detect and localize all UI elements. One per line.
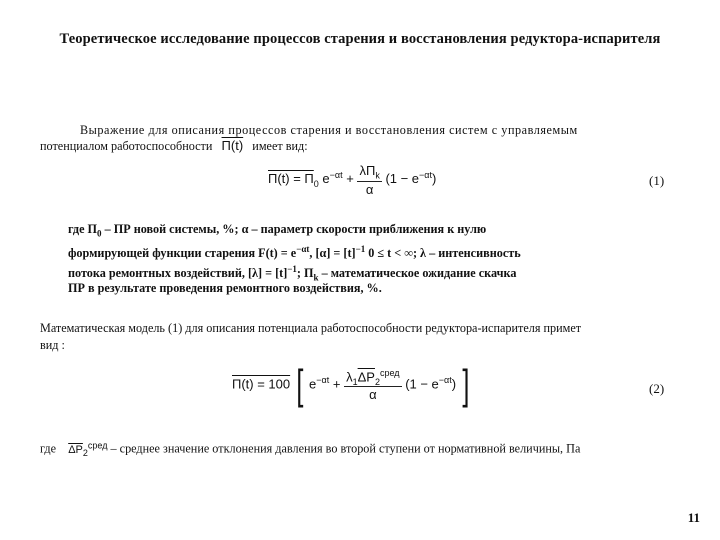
legend-3b: ; П [296,266,314,281]
eq2-exp-1: −αt [316,375,330,386]
legend-line-1 [68,221,486,241]
where-symbol-sup: сред [87,440,108,450]
legend-1a: где П [68,222,98,236]
where-text: – среднее значение отклонения давления во второй ступени от нормативной величины, Па [110,441,581,456]
equation-1 [268,163,436,197]
where-symbol-dp: $\overline{\Delta P}$ [68,443,83,456]
intro-text-2b: имеет вид: [252,139,308,153]
intro-text-2a: потенциалом работоспособности [40,139,213,153]
equation-2 [232,361,471,408]
legend-3-sup: −1 [287,264,297,274]
eq2-exp-base: e [309,376,317,392]
page-number: 11 [687,510,700,525]
legend-2-sup: −αt [296,244,310,254]
eq2-fraction [344,368,401,403]
eq2-bracket-left: [ [296,361,304,408]
legend-3c: – математическое ожидание скачка [318,266,517,281]
eq1-num-sub: k [375,170,380,181]
eq1-sub0: 0 [313,178,319,189]
eq2-rest: (1 − e [405,376,439,392]
intro-text-1: Выражение для описания процессов старения и восстановления систем с управляемым [80,123,578,137]
model-line-2: вид : [40,338,65,352]
eq1-lhs: П(t) = П [268,171,314,187]
where-symbol-sub: 2 [82,447,88,458]
eq2-num-sub1: 1 [352,376,358,387]
legend-2-sup2: −1 [355,244,366,254]
legend-line-4: ПР в результате проведения ремонтного воздействия, %. [68,281,382,295]
where-line [40,437,580,461]
legend-1-sub: 0 [97,228,102,239]
legend-2c: 0 ≤ t < ∞; λ – интенсивность [365,246,521,261]
eq2-plus: + [332,376,345,392]
eq2-close: ) [451,376,457,392]
eq2-num-sub2: 2 [374,376,380,387]
eq1-exp-1: −αt [329,169,343,180]
where-prefix: где [40,441,57,456]
legend-2a: формирующей функции старения F(t) = e [68,246,297,261]
intro-symbol-potential: П(t) [221,138,244,153]
eq1-exp-base: e [322,171,330,187]
legend-2b: , [α] = [t] [309,246,356,261]
equation-2-number: (2) [649,381,665,396]
legend-line-2 [68,241,521,261]
page-title: Теоретическое исследование процессов старения и восстановления редуктора-испарителя [59,31,661,47]
eq1-numerator: λП [359,163,376,178]
legend-3-sub: k [313,272,319,283]
eq1-plus: + [346,171,358,187]
eq2-num-dp: $\overline{\Delta P}$ [357,368,375,384]
eq2-num-lambda: λ [346,368,353,384]
legend-3a: потока ремонтных воздействий, [λ] = [t] [68,266,288,281]
equation-1-number: (1) [649,173,665,188]
eq2-lhs: П(t) = 100 [232,376,291,392]
legend-1b: – ПР новой системы, %; α – параметр скорости приближения к нулю [101,222,487,236]
intro-line-1 [80,122,670,138]
eq1-close: ) [432,171,437,187]
eq1-denominator: α [365,181,374,197]
eq2-denominator: α [369,387,377,403]
eq2-bracket-right: ] [462,361,470,408]
eq1-rest: (1 − e [385,171,420,187]
model-line-1: Математическая модель (1) для описания потенциала работоспособности редуктора-испарителя примет [40,321,582,335]
eq1-fraction [357,163,381,197]
eq2-num-sup: сред [379,367,400,378]
eq2-exp-2: −αt [438,375,452,386]
intro-line-2 [40,138,308,154]
where-symbol [68,440,108,458]
eq1-exp-2: −αt [419,169,433,180]
